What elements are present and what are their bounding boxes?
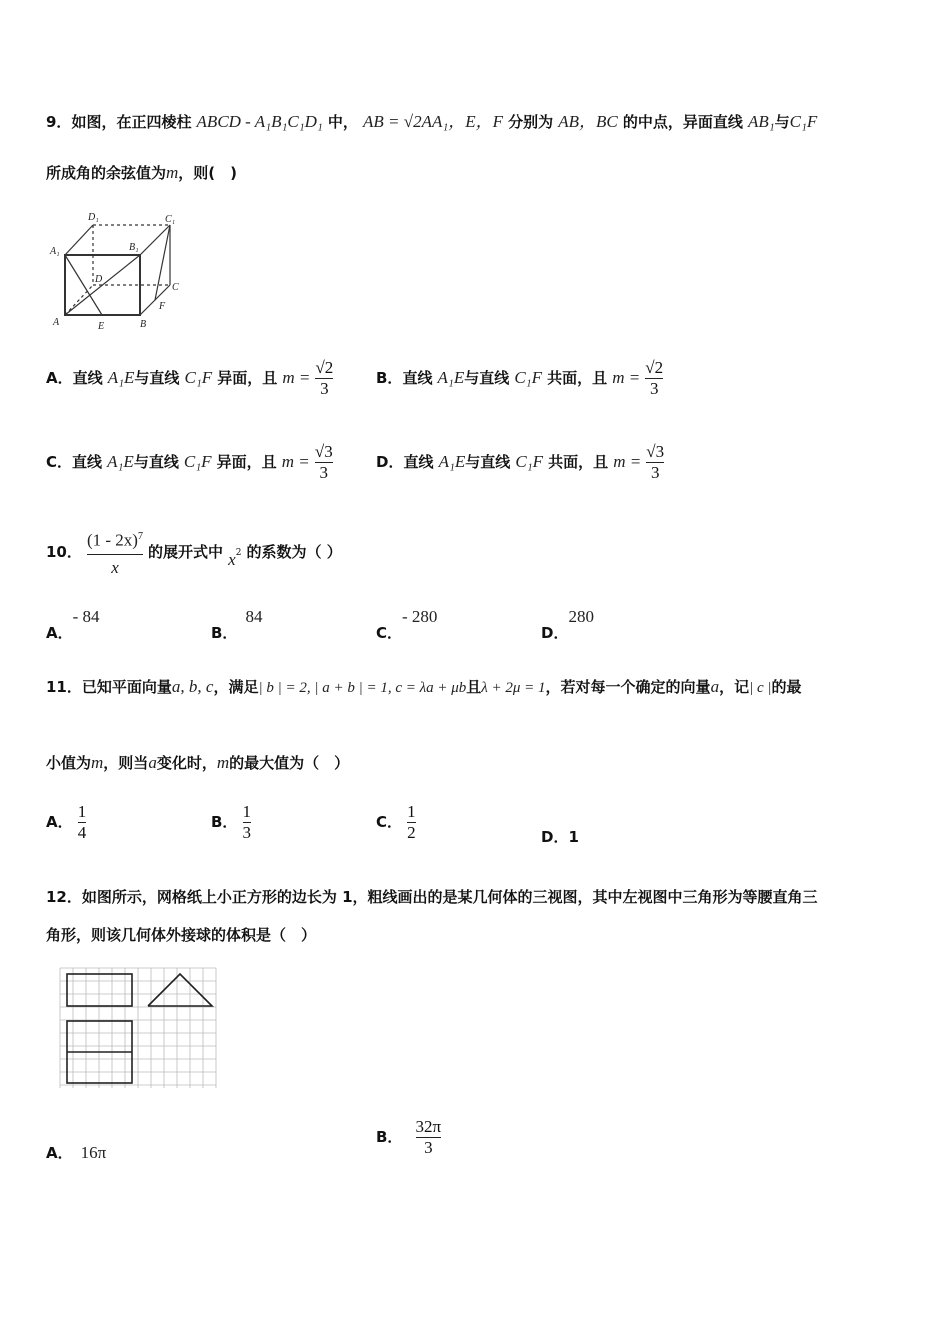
q10-number: 10． xyxy=(46,542,82,561)
q9-option-d[interactable]: D．直线 A₁E与直线 C₁F 共面，且 m = $\frac{√3}{3}$ xyxy=(376,442,665,482)
q10-option-d[interactable]: D．280 xyxy=(541,607,594,642)
q12-line1: 12．如图所示，网格纸上小正方形的边长为 1，粗线画出的是某几何体的三视图，其中左视图中三角形为等腰直角三 xyxy=(46,888,818,906)
label-a: A xyxy=(53,317,60,328)
label-d: D xyxy=(95,274,103,285)
q10-stem: 10． $\frac{(1 - 2x)^7}{x}$ 的展开式中 $x^2$ 的系数为（ ） xyxy=(46,524,342,581)
q9-prism: ABCD - A₁B₁C₁D₁ xyxy=(196,112,323,131)
label-b: B xyxy=(140,319,147,330)
q12-option-a[interactable]: A． 16π xyxy=(46,1143,107,1162)
q12-line2: 角形，则该几何体外接球的体积是（ ） xyxy=(46,926,317,944)
q11-line1: 11．已知平面向量a, b, c，满足| b | = 2, | a + b | = 1, c = λa + μb且λ + 2μ = 1，若对每一个确定的向量a，记| c |的最 xyxy=(46,677,802,696)
q12-option-b[interactable]: B． $\frac{32\pi}{3}$ xyxy=(376,1117,442,1157)
label-e: E xyxy=(98,321,105,332)
label-f: F xyxy=(159,301,166,312)
q11-option-b[interactable]: B． $\frac{1}{3}$ xyxy=(211,802,252,842)
prism-figure xyxy=(45,210,195,335)
label-c: C xyxy=(172,282,179,293)
q10-option-b[interactable]: B．84 xyxy=(211,607,263,642)
q9-number: 9． xyxy=(46,113,72,131)
q10-fraction: $\frac{(1 - 2x)^7}{x}$ xyxy=(86,530,143,577)
q11-option-a[interactable]: A． $\frac{1}{4}$ xyxy=(46,802,87,842)
label-b1: B₁ xyxy=(129,242,139,253)
label-d1: D₁ xyxy=(88,212,99,223)
q9-condition: AB = √2AA₁ xyxy=(363,112,449,131)
q9-c-fraction: $\frac{√3}{3}$ xyxy=(314,442,333,482)
q10-option-a[interactable]: A．- 84 xyxy=(46,607,100,642)
q9-option-b[interactable]: B．直线 A₁E与直线 C₁F 共面，且 m = $\frac{√2}{3}$ xyxy=(376,358,664,398)
q9-d-fraction: $\frac{√3}{3}$ xyxy=(646,442,665,482)
q9-line1: 9．如图，在正四棱柱 ABCD - A₁B₁C₁D₁ 中， AB = √2AA₁，E，F 分别为 AB，BC 的中点，异面直线 AB₁与C₁F xyxy=(46,112,818,131)
three-view-grid xyxy=(58,966,218,1091)
label-a1: A₁ xyxy=(50,246,60,257)
q9-a-fraction: $\frac{√2}{3}$ xyxy=(315,358,334,398)
q9-option-c[interactable]: C．直线 A₁E与直线 C₁F 异面，且 m = $\frac{√3}{3}$ xyxy=(46,442,333,482)
q9-line2: 所成角的余弦值为m，则( ) xyxy=(46,163,238,182)
q10-option-c[interactable]: C．- 280 xyxy=(376,607,438,642)
q11-option-c[interactable]: C． $\frac{1}{2}$ xyxy=(376,802,416,842)
q11-option-d[interactable]: D．1 xyxy=(541,828,579,846)
q9-option-a[interactable]: A．直线 A₁E与直线 C₁F 异面，且 m = $\frac{√2}{3}$ xyxy=(46,358,334,398)
label-c1: C₁ xyxy=(165,214,176,225)
q11-line2: 小值为m，则当a变化时，m的最大值为（ ） xyxy=(46,753,350,772)
q9-b-fraction: $\frac{√2}{3}$ xyxy=(645,358,664,398)
